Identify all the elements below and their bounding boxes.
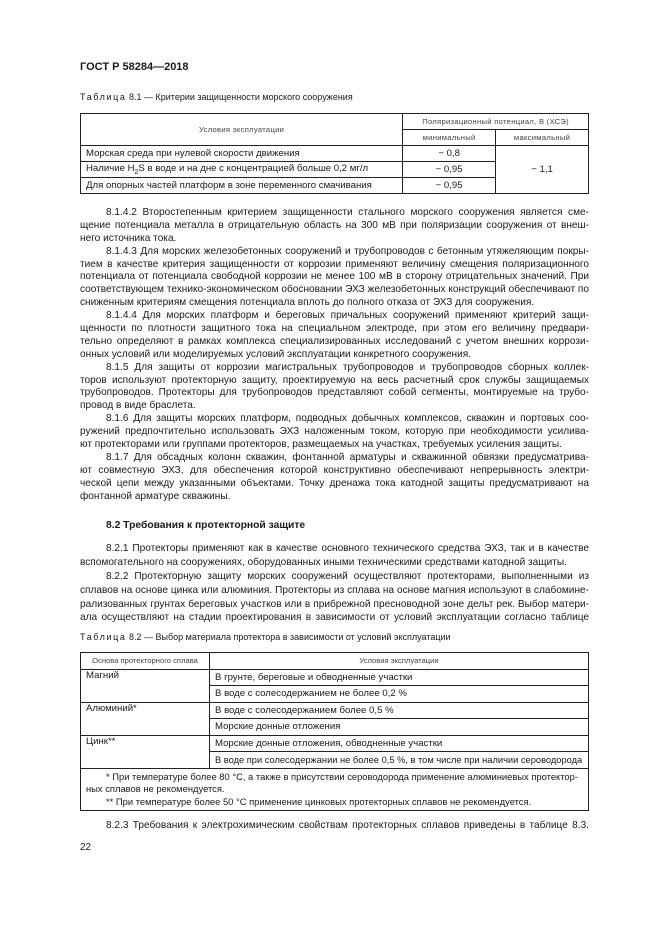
header-potential: Поляризационный потенциал, В (ХСЭ) (403, 114, 589, 130)
condition-cell: В грунте, береговые и обводненные участки (210, 669, 589, 686)
base-cell: Магний (81, 669, 210, 702)
condition-cell: В воде с солесодержанием не более 0,2 % (210, 686, 589, 703)
section-heading: 8.2 Требования к протекторной защите (106, 520, 306, 531)
paragraph-line: ческой цепи между указанными объектами. Точку дренажа тока катодной защиты предусматривают на (80, 477, 589, 489)
table-row (81, 702, 589, 719)
caption-text: 8.1 — Критерии защищенности морского сооружения (129, 92, 353, 102)
table-row (81, 669, 589, 686)
base-cell: Цинк** (81, 735, 210, 768)
table-row (81, 146, 589, 162)
condition-cell: В воде с солесодержанием более 0,5 % (210, 702, 589, 719)
paragraph-line: соответствующем технико-экономическом обосновании ЭХЗ железобетонных конструкций обеспечивают по (80, 284, 589, 296)
table2-caption (80, 632, 451, 642)
footnote-1: * При температуре более 80 °С, а также в присутствии сероводорода применение алюминиевых протектор- (106, 770, 578, 782)
paragraph-line: трубопроводов. Протекторы для трубопроводов представляют собой сегменты, монтируемые на трубо- (80, 387, 589, 399)
min-cell: − 0,95 (403, 178, 496, 194)
header-conditions: Условия эксплуатации (210, 653, 589, 670)
body-text-section-8-1 (80, 207, 589, 503)
paragraph-line: ют совместную ЭХЗ, для обеспечения которой конструктивно обеспечивают непрерывность электри- (80, 464, 589, 476)
table-protector-material (80, 652, 589, 811)
condition-cell: Морские донные отложения (210, 719, 589, 736)
paragraph-line: торов используют протекторную защиту, проектируемую на весь расчетный срок службы защищаемых (80, 374, 589, 386)
condition-cell (81, 162, 403, 178)
condition-cell (81, 146, 403, 162)
condition-cell: Морские донные отложения, обводненные участки (210, 735, 589, 752)
paragraph-line: провод в виде браслета. (80, 400, 196, 412)
footnote-row (81, 768, 589, 811)
header-min: минимальный (403, 130, 496, 146)
condition-text: S в воде и на дне с концентрацией больше 0,2 мг/л (138, 163, 369, 175)
paragraph-line: рализованных грунтах береговых участков или в прибрежной пресноводной зоне дельт рек. Выбор матери- (80, 598, 589, 610)
min-cell: − 0,95 (403, 162, 496, 178)
body-text-section-8-2 (80, 542, 589, 625)
table1-caption (80, 92, 353, 102)
caption-word: Таблица (80, 632, 127, 642)
condition-text: Для опорных частей платформ в зоне переменного смачивания (86, 180, 372, 191)
footnote-2: ** При температуре более 50 °С применение цинковых протекторных сплавов не рекомендуется. (106, 795, 532, 807)
paragraph-line: 8.1.4.2 Второстепенным критерием защищенности стального морского сооружения является сме- (106, 207, 589, 218)
paragraph-line: ала осуществляют на стадии проектирования в зависимости от условий эксплуатации согласно таблице (80, 612, 589, 624)
paragraph-line: сниженным критериям смещения потенциала вплоть до полного отказа от ЭХЗ для сооружения. (80, 297, 535, 309)
header-base: Основа протекторного сплава (81, 653, 210, 670)
condition-text: Морская среда при нулевой скорости движения (86, 148, 300, 159)
footnotes (81, 768, 589, 811)
condition-text: Наличие H (86, 163, 135, 175)
paragraph-line: 8.2.2 Протекторную защиту морских сооружений осуществляют протекторами, выполненными из (106, 570, 589, 582)
caption-text: 8.2 — Выбор материала протектора в зависимости от условий эксплуатации (129, 632, 451, 642)
paragraph-line: 8.1.6 Для защиты морских платформ, подводных добычных комплексов, скважин и портовых соо- (106, 413, 589, 425)
paragraph-line: 8.1.4.3 Для морских железобетонных сооружений и трубопроводов с бетонным утяжеляющим покры- (106, 245, 589, 257)
footnote-1-cont: ных сплавов не рекомендуется. (86, 783, 225, 794)
min-cell: − 0,8 (403, 146, 496, 162)
paragraph-line: потенциала от потенциала свободной коррозии не менее 100 мВ в сторону отрицательных значений. При (80, 271, 589, 283)
paragraph-line: него источника тока. (80, 232, 177, 244)
paragraph-line: 8.2.1 Протекторы применяют как в качестве основного технического средства ЭХЗ, так и в качестве (106, 543, 589, 554)
paragraph-line: 8.1.5 Для защиты от коррозии магистральных трубопроводов и трубопроводов сборных коллек- (106, 361, 589, 373)
header-max: максимальный (496, 130, 589, 146)
table-protection-criteria (80, 113, 589, 194)
paragraph-line: 8.1.4.4 Для морских платформ и береговых причальных сооружений применяют критерий защи- (106, 310, 589, 322)
subscript: 2 (134, 168, 139, 176)
base-cell: Алюминий* (81, 702, 210, 735)
caption-word: Таблица (80, 92, 127, 102)
paragraph-line: сплавов на основе цинка или алюминия. Протекторы из сплава на основе магния используют в слабомине- (80, 584, 589, 596)
paragraph-line: щение потенциала металла в отрицательную область на 300 мВ при поляризации сооружения от внеш- (80, 219, 589, 231)
condition-cell (81, 178, 403, 194)
max-cell: − 1,1 (496, 146, 589, 194)
header-conditions: Условия эксплуатации (81, 114, 403, 146)
paragraph-line: ют протекторами или группами протекторов, размещаемых на участках, требуемых усиления защиты. (80, 439, 562, 451)
paragraph-line: вспомогательного на сооружениях, оборудованных иными техническими средствами катодной защиты. (80, 556, 567, 568)
paragraph-line: тельно определяют в рамках комплекса специализированных исследований с учетом внешних коррози- (80, 335, 589, 347)
paragraph-line: 8.1.7 Для обсадных колонн скважин, фонтанной арматуры и скважинной обвязки предусматрива- (106, 451, 589, 463)
paragraph-line: ружений предпочтительно использовать ЭХЗ наложенным током, которую при необходимости усилива- (80, 426, 589, 438)
paragraph-line: онных условий или моделируемых условий эксплуатации конкретного сооружения. (80, 348, 472, 360)
page-number: 22 (80, 842, 92, 853)
condition-cell: В воде при солесодержании не более 0,5 %, в том числе при наличии сероводорода (210, 752, 589, 769)
table-row (81, 735, 589, 752)
paragraph-8-2-3: 8.2.3 Требования к электрохимическим свойствам протекторных сплавов приведены в таблице 8.3. (106, 820, 589, 831)
paragraph-line: тием в качестве критерия защищенности от коррозии применяют величину смещения поляризационного (80, 258, 589, 270)
document-header: ГОСТ Р 58284—2018 (80, 61, 189, 73)
paragraph-line: фонтанной арматуре скважины. (80, 490, 231, 502)
paragraph-line: щенности по плотности защитного тока на специальном электроде, при этом его величину предвари- (80, 323, 589, 335)
